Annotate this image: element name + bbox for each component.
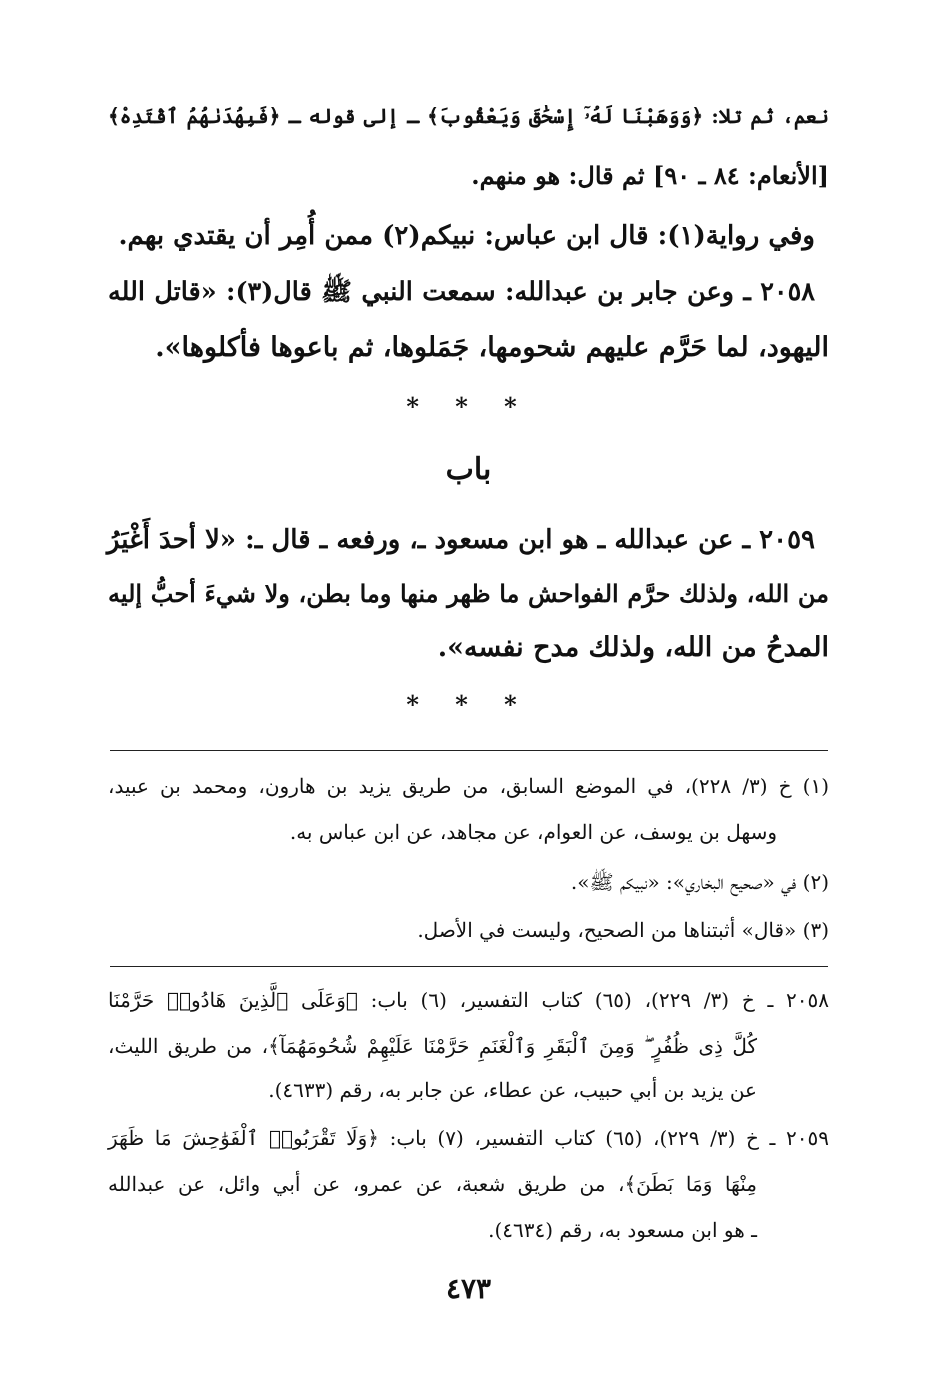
hadith-2059-line-3: المدحُ من الله، ولذلك مدح نفسه». (437, 632, 829, 663)
chapter-heading: باب (445, 452, 492, 487)
takhrij-divider (110, 966, 828, 967)
hadith-2058-line-1: ٢٠٥٨ ـ وعن جابر بن عبدالله: سمعت النبي ﷺ قال(٣): «قاتل الله (108, 277, 816, 307)
hadith-2059-line-2: من الله، ولذلك حرَّم الفواحش ما ظهر منها وما بطن، ولا شيءَ أحبُّ إليه (108, 579, 829, 608)
takhrij-2058-line-1: ٢٠٥٨ ـ خ (٣/ ٢٢٩)، (٦٥) كتاب التفسير، (٦) باب: ﴿وَعَلَى ٱلَّذِينَ هَادُوا۟ حَرَّمْنَا (108, 988, 830, 1012)
footnote-divider (110, 750, 828, 751)
takhrij-2059-line-3: ـ هو ابن مسعود به، رقم (٤٦٣٤). (488, 1218, 757, 1242)
footnote-1-line-1: (١) خ (٣/ ٢٢٨)، في الموضع السابق، من طريق يزيد بن هارون، ومحمد بن عبيد، (108, 774, 829, 798)
takhrij-2059-line-2: مِنْهَا وَمَا بَطَنَ﴾، من طريق شعبة، عن عمرو، عن أبي وائل، عن عبدالله (108, 1172, 757, 1196)
footnote-1-line-2: وسهل بن يوسف، عن العوام، عن مجاهد، عن ابن عباس به. (289, 820, 777, 844)
main-text-line-2: [الأنعام: ٨٤ ـ ٩٠] ثم قال: هو منهم. (471, 161, 829, 190)
section-separator-1: * * * (406, 392, 531, 421)
takhrij-2058-line-2: كُلَّ ذِى ظُفُرٍ ۖ وَمِنَ ٱلْبَقَرِ وَٱلْغَنَمِ حَرَّمْنَا عَلَيْهِمْ شُحُومَهُمَآ﴾، من طريق الليث، (108, 1034, 757, 1058)
main-text-line-1: نعم، ثم تلا: ﴿وَوَهَبْنَا لَهُۥٓ إِسْحَٰقَ وَيَعْقُوبَ﴾ ـ إلى قوله ـ ﴿فَبِهُدَىٰهُمُ ٱقْتَدِهْ﴾ (108, 104, 829, 128)
footnote-3: (٣) «قال» أثبتناها من الصحيح، وليست في الأصل. (417, 918, 829, 942)
hadith-2058-line-2: اليهود، لما حَرَّم عليهم شحومها، جَمَلوها، ثم باعوها فأكلوها». (155, 332, 829, 363)
page-number: ٤٧٣ (445, 1272, 492, 1305)
hadith-2059-line-1: ٢٠٥٩ ـ عن عبدالله ـ هو ابن مسعود ـ، ورفعه ـ قال ـ: «لا أحدَ أَغْيَرُ (106, 525, 815, 555)
main-text-line-3: وفي رواية(١): قال ابن عباس: نبيكم(٢) ممن أُمِر أن يقتدي بهم. (118, 221, 815, 251)
takhrij-2058-line-3: عن يزيد بن أبي حبيب، عن عطاء، عن جابر به، رقم (٤٦٣٣). (268, 1078, 757, 1102)
takhrij-2059-line-1: ٢٠٥٩ ـ خ (٣/ ٢٢٩)، (٦٥) كتاب التفسير، (٧) باب: ﴿وَلَا تَقْرَبُوا۟ ٱلْفَوَٰحِشَ مَا ظَهَرَ (108, 1126, 829, 1150)
footnote-2: (٢) في «صحيح البخاري»: «نبيكم ﷺ». (570, 870, 829, 894)
section-separator-2: * * * (406, 690, 531, 719)
